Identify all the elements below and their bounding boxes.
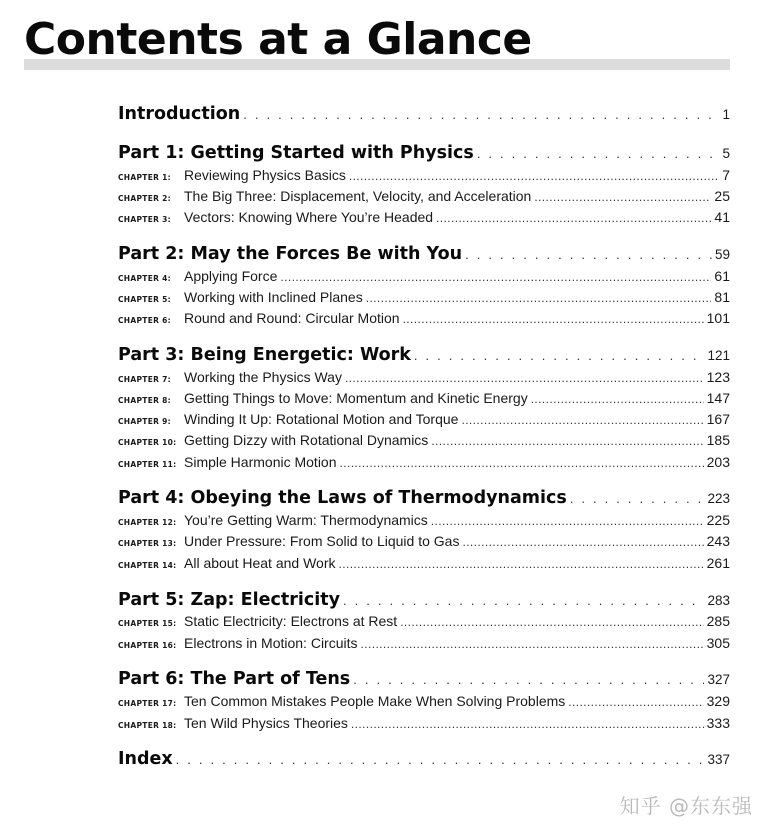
page-number: 261 [706,555,730,571]
page-number: 59 [714,247,730,262]
toc-chapter-entry[interactable] [118,715,730,731]
page-number: 337 [707,752,730,767]
chapter-number-label: CHAPTER 7: [118,375,171,384]
page-number: 1 [722,107,730,122]
dot-leader [436,211,711,225]
chapter-title: All about Heat and Work [184,555,336,571]
dot-leader [403,312,704,326]
toc-part-entry[interactable] [118,143,730,163]
toc-chapter-entry[interactable] [118,369,730,385]
toc-part-entry[interactable] [118,669,730,689]
chapter-title: Winding It Up: Rotational Motion and Torque [184,411,459,427]
chapter-number-label: CHAPTER 13: [118,539,177,548]
chapter-number-label: CHAPTER 15: [118,619,177,628]
page-number: 327 [707,672,730,687]
part-title: Part 4: Obeying the Laws of Thermodynamics [118,488,567,508]
page-number: 121 [707,348,730,363]
part-title: Part 1: Getting Started with Physics [118,143,474,163]
dot-leader [243,107,719,122]
dot-leader [366,291,712,305]
toc-part-entry[interactable] [118,345,730,365]
page-number: 223 [707,491,730,506]
dot-leader [280,270,711,284]
chapter-title: Static Electricity: Electrons at Rest [184,613,398,629]
chapter-number-label: CHAPTER 9: [118,417,171,426]
page-number: 243 [706,533,730,549]
toc-chapter-entry[interactable] [118,167,730,183]
toc-chapter-entry[interactable] [118,432,730,448]
dot-leader [465,247,712,262]
toc-part-entry[interactable] [118,244,730,264]
part-title: Part 2: May the Forces Be with You [118,244,463,264]
dot-leader [345,371,704,385]
chapter-title: Round and Round: Circular Motion [184,310,400,326]
page-number: 329 [706,693,730,709]
chapter-number-label: CHAPTER 12: [118,518,177,527]
chapter-title: Reviewing Physics Basics [184,167,346,183]
dot-leader [353,672,704,687]
dot-leader [340,456,704,470]
chapter-title: Ten Wild Physics Theories [184,715,348,731]
toc-chapter-entry[interactable] [118,693,730,709]
dot-leader [531,392,704,406]
chapter-title: Getting Dizzy with Rotational Dynamics [184,432,429,448]
chapter-title: Electrons in Motion: Circuits [184,635,358,651]
chapter-number-label: CHAPTER 6: [118,316,171,325]
chapter-number-label: CHAPTER 2: [118,194,171,203]
chapter-title: Working the Physics Way [184,369,342,385]
chapter-title: Applying Force [184,268,278,284]
chapter-title: You’re Getting Warm: Thermodynamics [184,512,428,528]
chapter-title: Under Pressure: From Solid to Liquid to Gas [184,533,460,549]
toc-chapter-entry[interactable] [118,555,730,571]
page-number: 283 [707,593,730,608]
page-number: 167 [706,411,730,427]
dot-leader [462,535,703,549]
page-number: 25 [714,188,730,204]
toc-chapter-entry[interactable] [118,613,730,629]
chapter-number-label: CHAPTER 5: [118,295,171,304]
chapter-number-label: CHAPTER 14: [118,561,177,570]
chapter-number-label: CHAPTER 18: [118,721,177,730]
chapter-title: Ten Common Mistakes People Make When Solving Problems [184,693,566,709]
toc-part-entry[interactable] [118,104,730,124]
dot-leader [349,169,719,183]
chapter-title: Vectors: Knowing Where You’re Headed [184,209,434,225]
toc-chapter-entry[interactable] [118,310,730,326]
dot-leader [477,146,720,161]
toc-chapter-entry[interactable] [118,533,730,549]
page-number: 101 [706,310,730,326]
chapter-number-label: CHAPTER 3: [118,215,171,224]
watermark: 知乎 @东东强 [619,794,753,818]
toc-part-entry[interactable] [118,488,730,508]
page-number: 203 [706,454,730,470]
chapter-title: The Big Three: Displacement, Velocity, and Acceleration [184,188,532,204]
chapter-title: Getting Things to Move: Momentum and Kinetic Energy [184,390,528,406]
page-number: 333 [706,715,730,731]
page-number: 41 [714,209,730,225]
toc-chapter-entry[interactable] [118,411,730,427]
part-title: Introduction [118,104,241,124]
page-number: 7 [722,167,730,183]
toc-part-entry[interactable] [118,590,730,610]
dot-leader [414,348,705,363]
chapter-number-label: CHAPTER 11: [118,460,177,469]
dot-leader [361,637,704,651]
part-title: Part 5: Zap: Electricity [118,590,340,610]
dot-leader [461,413,703,427]
page-number: 123 [706,369,730,385]
part-title: Part 6: The Part of Tens [118,669,351,689]
dot-leader [176,752,705,767]
dot-leader [339,557,704,571]
part-title: Index [118,749,173,769]
toc-chapter-entry[interactable] [118,512,730,528]
toc-chapter-entry[interactable] [118,268,730,284]
toc-part-entry[interactable] [118,749,730,769]
toc-chapter-entry[interactable] [118,454,730,470]
chapter-number-label: CHAPTER 1: [118,173,171,182]
toc-chapter-entry[interactable] [118,390,730,406]
toc-chapter-entry[interactable] [118,188,730,204]
toc-chapter-entry[interactable] [118,209,730,225]
chapter-number-label: CHAPTER 10: [118,438,177,447]
dot-leader [568,695,703,709]
page-number: 81 [714,289,730,305]
dot-leader [343,593,704,608]
dot-leader [570,491,705,506]
dot-leader [351,717,704,731]
toc-chapter-entry[interactable] [118,289,730,305]
page-number: 305 [706,635,730,651]
chapter-number-label: CHAPTER 8: [118,396,171,405]
page-title: Contents at a Glance [24,14,532,65]
dot-leader [400,615,703,629]
page-number: 185 [706,432,730,448]
page-number: 147 [706,390,730,406]
chapter-number-label: CHAPTER 17: [118,699,177,708]
page-number: 61 [714,268,730,284]
page-number: 5 [722,146,730,161]
dot-leader [534,190,711,204]
page-number: 285 [706,613,730,629]
chapter-number-label: CHAPTER 16: [118,641,177,650]
chapter-title: Working with Inclined Planes [184,289,363,305]
chapter-title: Simple Harmonic Motion [184,454,337,470]
dot-leader [431,434,703,448]
chapter-number-label: CHAPTER 4: [118,274,171,283]
dot-leader [431,514,704,528]
page-number: 225 [706,512,730,528]
part-title: Part 3: Being Energetic: Work [118,345,411,365]
toc-chapter-entry[interactable] [118,635,730,651]
